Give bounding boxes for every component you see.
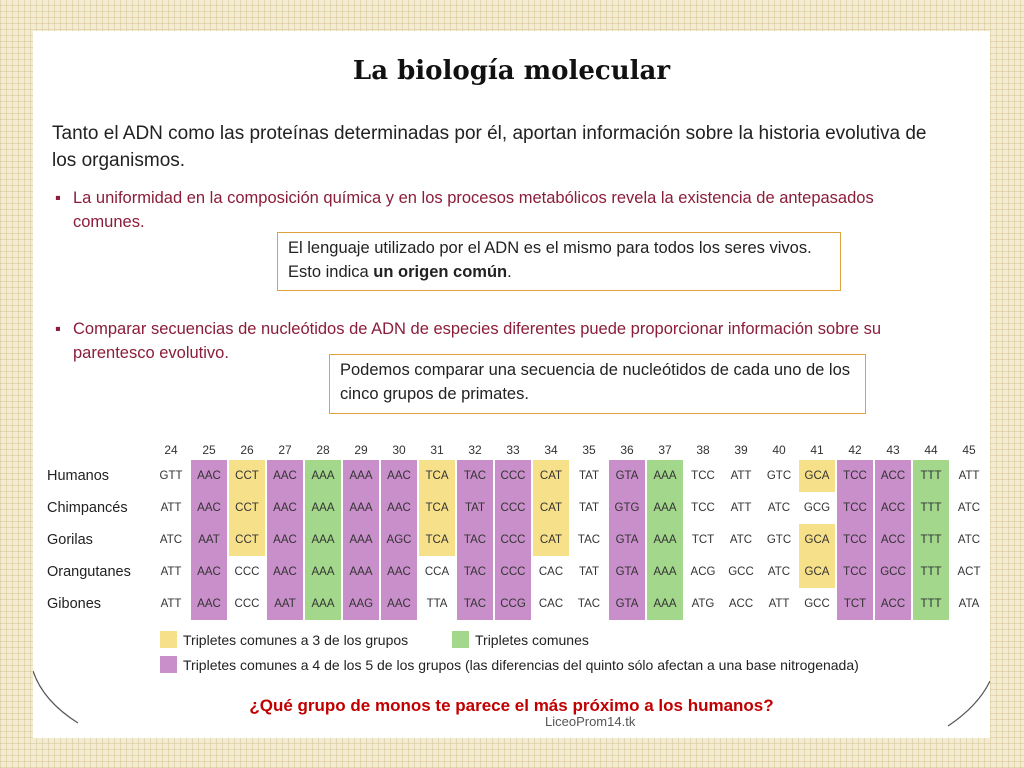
triplet-cell: AAC [191, 556, 227, 588]
triplet-cell: TTA [426, 598, 448, 610]
triplet-cell: AAT [267, 588, 303, 620]
triplet-cell: AAA [305, 492, 341, 524]
triplet-cell: AAA [305, 460, 341, 492]
box-text: Podemos comparar una secuencia de nucleótidos de cada uno de los cinco grupos de primates. [340, 361, 851, 403]
species-label: Gorilas [47, 532, 93, 548]
triplet-cell: ACT [957, 566, 981, 578]
slide [33, 31, 990, 738]
triplet-cell: GCG [803, 502, 831, 514]
triplet-cell: AAA [647, 492, 683, 524]
triplet-cell: CCC [495, 460, 531, 492]
position-header: 24 [164, 443, 178, 457]
triplet-cell: GTC [766, 470, 792, 482]
bullet-text: La uniformidad en la composición química y en los procesos metabólicos revela la existencia de antepasados comunes. [73, 189, 874, 231]
triplet-cell: AAC [191, 492, 227, 524]
triplet-cell: GTA [609, 556, 645, 588]
triplet-cell: TCC [837, 556, 873, 588]
triplet-cell: TAT [578, 502, 599, 514]
position-header: 35 [582, 443, 596, 457]
triplet-cell: ACC [875, 524, 911, 556]
triplet-cell: CAT [533, 524, 569, 556]
triplet-cell: TTT [913, 492, 949, 524]
triplet-cell: TTT [913, 460, 949, 492]
triplet-cell: TTT [913, 556, 949, 588]
triplet-cell: AAA [647, 460, 683, 492]
position-header: 45 [962, 443, 976, 457]
slide-title: La biología molecular [352, 56, 671, 86]
box-text-end: . [507, 263, 512, 281]
triplet-cell: TAC [457, 460, 493, 492]
triplet-cell: GCC [875, 556, 911, 588]
triplet-cell: AAC [267, 524, 303, 556]
triplet-cell: GCC [804, 598, 830, 610]
triplet-cell: AAC [267, 556, 303, 588]
triplet-cell: ATT [160, 566, 182, 578]
triplet-cell: TAC [457, 588, 493, 620]
position-header: 30 [392, 443, 406, 457]
triplet-cell: ATT [768, 598, 790, 610]
legend-label: Tripletes comunes a 4 de los 5 de los grupos (las diferencias del quinto sólo afectan a una base nitrogenada) [183, 657, 859, 673]
triplet-cell: ATC [767, 566, 791, 578]
legend-label: Tripletes comunes [475, 632, 589, 648]
triplet-cell: TAC [457, 524, 493, 556]
triplet-cell: AAC [381, 460, 417, 492]
triplet-cell: ATC [159, 534, 183, 546]
bullet-mark: ▪ [55, 189, 61, 207]
triplet-cell: TCT [691, 534, 715, 546]
triplet-cell: ATC [957, 534, 981, 546]
triplet-cell: AAA [343, 492, 379, 524]
triplet-cell: TCC [837, 492, 873, 524]
triplet-cell: CCC [234, 566, 260, 578]
triplet-cell: AAT [191, 524, 227, 556]
triplet-cell: AGC [381, 524, 417, 556]
triplet-cell: TCA [419, 492, 455, 524]
legend-label: Tripletes comunes a 3 de los grupos [183, 632, 409, 648]
position-header: 39 [734, 443, 748, 457]
triplet-cell: TCC [691, 470, 715, 482]
triplet-cell: AAA [343, 556, 379, 588]
triplet-cell: ATT [160, 598, 182, 610]
triplet-cell: ATC [767, 502, 791, 514]
position-header: 42 [848, 443, 862, 457]
bullet-mark: ▪ [55, 320, 61, 338]
triplet-cell: AAA [647, 588, 683, 620]
triplet-cell: AAA [305, 556, 341, 588]
triplet-cell: TAC [457, 556, 493, 588]
triplet-cell: AAA [647, 524, 683, 556]
triplet-cell: GCC [728, 566, 754, 578]
triplet-cell: AAC [191, 588, 227, 620]
triplet-cell: GCA [799, 524, 835, 556]
triplet-cell: ACC [875, 588, 911, 620]
position-header: 36 [620, 443, 634, 457]
box-text: El lenguaje utilizado por el ADN es el mismo para todos los seres vivos. Esto indica [288, 239, 812, 281]
triplet-cell: CCG [495, 588, 531, 620]
triplet-cell: AAA [305, 588, 341, 620]
position-header: 32 [468, 443, 482, 457]
triplet-cell: CCA [424, 566, 450, 578]
triplet-cell: ATT [160, 502, 182, 514]
triplet-cell: ACC [728, 598, 754, 610]
triplet-cell: AAC [381, 492, 417, 524]
triplet-cell: ATG [691, 598, 715, 610]
decorative-curves [33, 31, 990, 738]
position-header: 40 [772, 443, 786, 457]
triplet-cell: ATT [730, 502, 752, 514]
species-label: Orangutanes [47, 564, 131, 580]
triplet-cell: TCC [837, 460, 873, 492]
triplet-cell: AAA [343, 460, 379, 492]
triplet-cell: GTA [609, 588, 645, 620]
triplet-cell: AAC [267, 460, 303, 492]
triplet-cell: CCC [495, 556, 531, 588]
triplet-cell: CAC [538, 566, 564, 578]
species-label: Gibones [47, 596, 102, 612]
position-header: 34 [544, 443, 558, 457]
triplet-cell: GTA [609, 460, 645, 492]
triplet-cell: TCC [691, 502, 715, 514]
position-header: 31 [430, 443, 444, 457]
triplet-cell: ATA [958, 598, 980, 610]
triplet-cell: TCT [837, 588, 873, 620]
position-header: 28 [316, 443, 330, 457]
position-header: 44 [924, 443, 938, 457]
position-header: 25 [202, 443, 216, 457]
triplet-cell: ACC [875, 460, 911, 492]
triplet-cell: TTT [913, 524, 949, 556]
triplet-cell: CCC [495, 492, 531, 524]
position-header: 33 [506, 443, 520, 457]
triplet-cell: ATC [957, 502, 981, 514]
triplet-cell: CAT [533, 460, 569, 492]
triplet-cell: CCT [229, 524, 265, 556]
position-header: 43 [886, 443, 900, 457]
position-header: 37 [658, 443, 672, 457]
triplet-cell: CAC [538, 598, 564, 610]
triplet-cell: GTC [766, 534, 792, 546]
triplet-cell: TCA [419, 524, 455, 556]
triplet-cell: CAT [533, 492, 569, 524]
triplet-cell: TAC [577, 534, 601, 546]
box-bold-text: un origen común [373, 263, 508, 281]
triplet-cell: GTT [159, 470, 183, 482]
bullet-text: Comparar secuencias de nucleótidos de ADN de especies diferentes puede proporcionar información sobre su parentesco evolutivo. [73, 320, 882, 362]
triplet-cell: TCC [837, 524, 873, 556]
triplet-cell: CCT [229, 492, 265, 524]
triplet-cell: GCA [799, 460, 835, 492]
triplet-cell: TCA [419, 460, 455, 492]
intro-paragraph: Tanto el ADN como las proteínas determinadas por él, aportan información sobre la historia evolutiva de los organismos. [52, 123, 927, 171]
triplet-cell: GTA [609, 524, 645, 556]
triplet-cell: CCT [229, 460, 265, 492]
position-header: 26 [240, 443, 254, 457]
triplet-cell: AAA [305, 524, 341, 556]
triplet-cell: CCC [234, 598, 260, 610]
triplet-cell: AAG [343, 588, 379, 620]
question-text: ¿Qué grupo de monos te parece el más próximo a los humanos? [249, 696, 774, 715]
triplet-cell: TAT [457, 492, 493, 524]
watermark: LiceoProm14.tk [545, 714, 636, 729]
triplet-cell: AAA [647, 556, 683, 588]
triplet-cell: ATT [958, 470, 980, 482]
triplet-cell: GCA [799, 556, 835, 588]
position-header: 38 [696, 443, 710, 457]
triplet-cell: ACC [875, 492, 911, 524]
triplet-cell: ACG [690, 566, 716, 578]
triplet-cell: AAC [381, 588, 417, 620]
triplet-cell: GTG [609, 492, 645, 524]
triplet-cell: AAA [343, 524, 379, 556]
position-header: 41 [810, 443, 824, 457]
species-label: Chimpancés [47, 500, 128, 516]
species-label: Humanos [47, 468, 110, 484]
triplet-cell: TTT [913, 588, 949, 620]
triplet-cell: TAC [577, 598, 601, 610]
position-header: 29 [354, 443, 368, 457]
triplet-cell: ATC [729, 534, 753, 546]
triplet-cell: TAT [578, 566, 599, 578]
position-header: 27 [278, 443, 292, 457]
triplet-cell: CCC [495, 524, 531, 556]
triplet-cell: ATT [730, 470, 752, 482]
triplet-cell: AAC [267, 492, 303, 524]
triplet-cell: AAC [191, 460, 227, 492]
triplet-cell: TAT [578, 470, 599, 482]
triplet-cell: AAC [381, 556, 417, 588]
